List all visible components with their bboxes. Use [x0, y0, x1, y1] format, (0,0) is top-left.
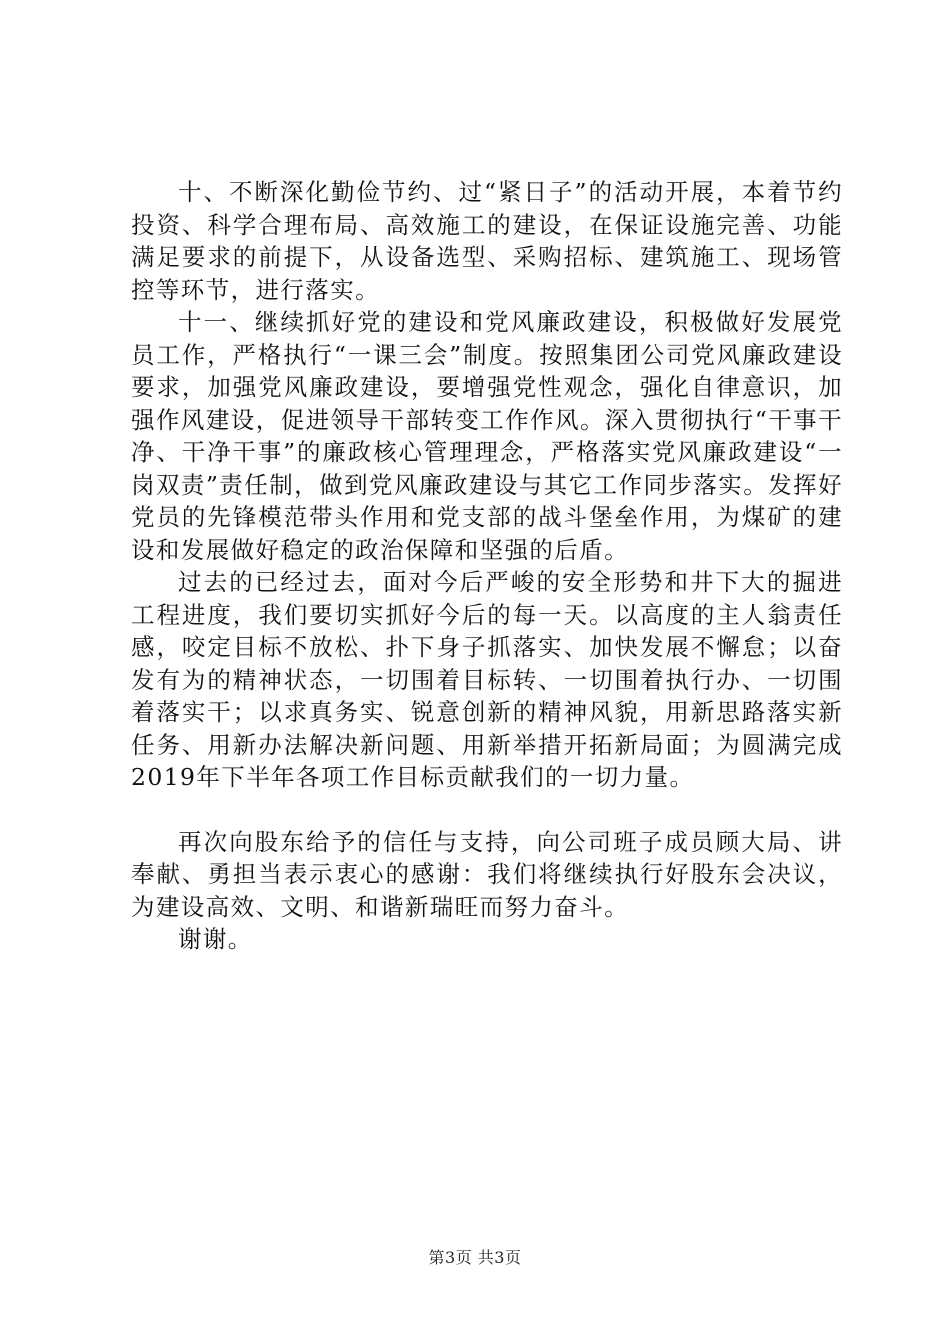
paragraph-outlook: 过去的已经过去，面对今后严峻的安全形势和井下大的掘进工程进度，我们要切实抓好今后的每一天。以高度的主人翁责任感，咬定目标不放松、扑下身子抓落实、加快发展不懈怠；以奋发有为的精神状态，一切围着目标转、一切围着执行办、一切围着落实干；以求真务实、锐意创新的精神风貌，用新思路落实新任务、用新办法解决新问题、用新举措开拓新局面；为圆满完成2019年下半年各项工作目标贡献我们的一切力量。	[131, 568, 843, 791]
paragraph-item-ten: 十、不断深化勤俭节约、过“紧日子”的活动开展，本着节约投资、科学合理布局、高效施工的建设，在保证设施完善、功能满足要求的前提下，从设备选型、采购招标、建筑施工、现场管控等环节，进行落实。	[131, 178, 843, 304]
paragraph-thanks-shareholders: 再次向股东给予的信任与支持，向公司班子成员顾大局、讲奉献、勇担当表示衷心的感谢：我们将继续执行好股东会决议，为建设高效、文明、和谐新瑞旺而努力奋斗。	[131, 827, 843, 921]
page-number-footer: 第3页 共3页	[428, 1248, 522, 1267]
paragraph-closing: 谢谢。	[178, 925, 253, 953]
paragraph-item-eleven: 十一、继续抓好党的建设和党风廉政建设，积极做好发展党员工作，严格执行“一课三会”制度。按照集团公司党风廉政建设要求，加强党风廉政建设，要增强党性观念，强化自律意识，加强作风建设，促进领导干部转变工作作风。深入贯彻执行“干事干净、干净干事”的廉政核心管理理念，严格落实党风廉政建设“一岗双责”责任制，做到党风廉政建设与其它工作同步落实。发挥好党员的先锋模范带头作用和党支部的战斗堡垒作用，为煤矿的建设和发展做好稳定的政治保障和坚强的后盾。	[131, 308, 843, 564]
document-body	[131, 176, 843, 956]
